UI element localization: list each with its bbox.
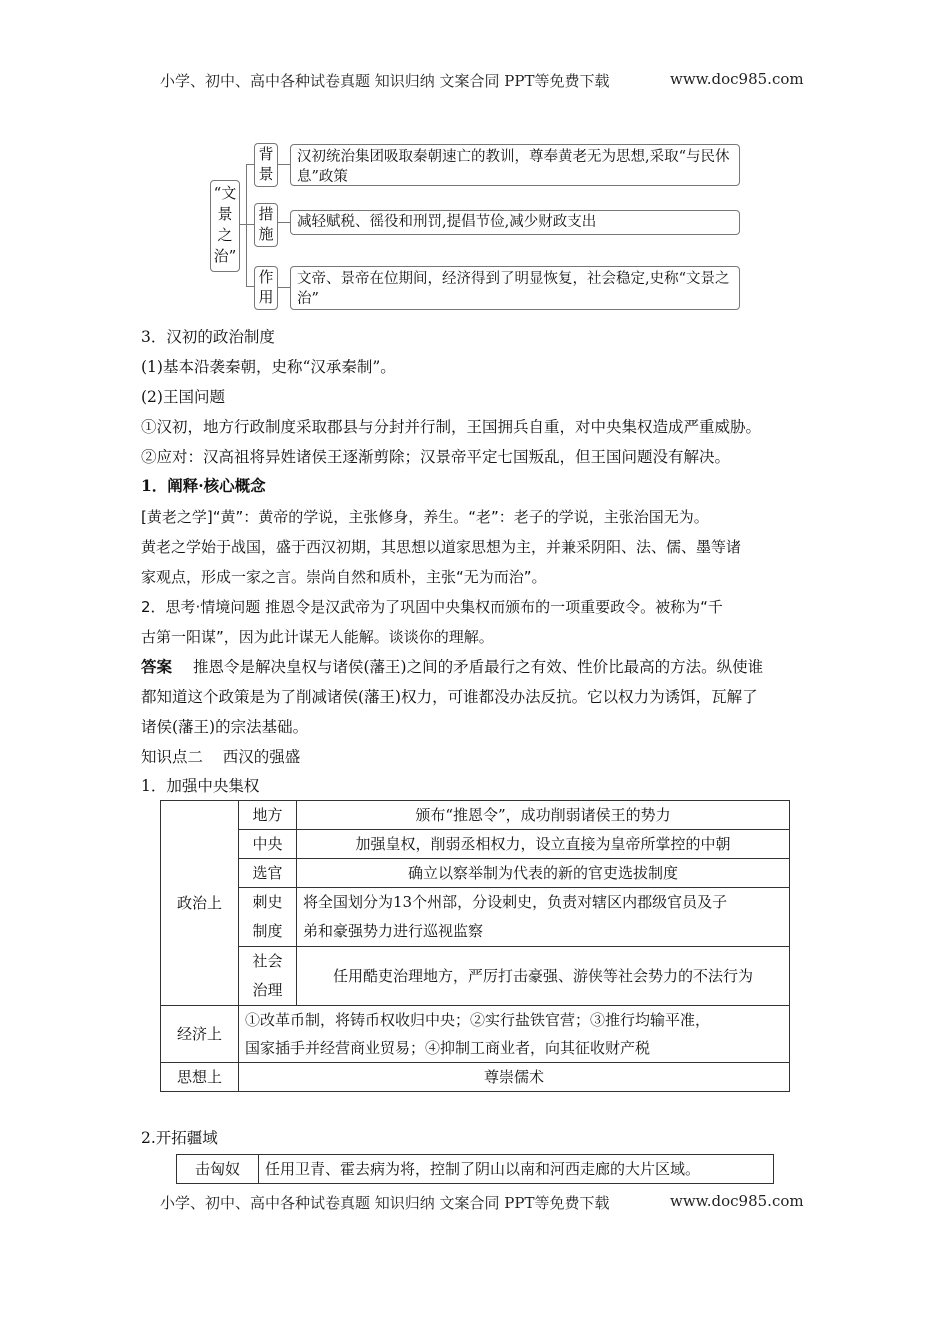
question-line-2: 古第一阳谋”，因为此计谋无人能解。谈谈你的理解。 <box>141 628 494 646</box>
connector <box>278 164 290 165</box>
label-char: 用 <box>258 288 274 306</box>
header-text: 小学、初中、高中各种试卷真题 知识归纳 文案合同 PPT等免费下载 <box>160 72 610 90</box>
answer-line-2: 都知道这个政策是为了削减诸侯(藩王)权力，可谁都没办法反抗。它以权力为诱饵，瓦解了 <box>141 688 758 706</box>
connector <box>246 164 254 165</box>
label-char: 措 <box>258 205 274 223</box>
branch-text-background: 汉初统治集团吸取秦朝速亡的教训，尊奉黄老无为思想,采取“与民休息”政策 <box>290 144 740 186</box>
diagram-root-box <box>210 180 240 272</box>
economy-line: 国家插手并经营商业贸易；④抑制工商业者，向其征收财产税 <box>245 1039 651 1057</box>
xiongnu-label: 击匈奴 <box>177 1155 259 1184</box>
question-line-1: 2．思考·情境问题 推恩令是汉武帝为了巩固中央集权而颁布的一项重要政令。被称为“千 <box>141 598 723 616</box>
table-row <box>161 1006 790 1063</box>
row-content-line: 将全国划分为13个州部，分设刺史，负责对辖区内郡级官员及子 <box>303 893 728 911</box>
concept-line-1: [黄老之学]“黄”：黄帝的学说，主张修身，养生。“老”：老子的学说，主张治国无为。 <box>141 508 709 526</box>
table-row <box>177 1155 774 1184</box>
answer-line-3: 诸侯(藩王)的宗法基础。 <box>141 718 309 736</box>
territory-table <box>176 1154 774 1184</box>
branch-label-effect <box>254 266 278 310</box>
label-char: 背 <box>258 145 274 163</box>
row-content: 任用酷吏治理地方，严厉打击豪强、游侠等社会势力的不法行为 <box>297 947 790 1006</box>
row-item: 地方 <box>239 801 297 830</box>
section-3-para-3: ①汉初，地方行政制度采取郡县与分封并行制，王国拥兵自重，对中央集权造成严重威胁。 <box>141 418 762 436</box>
centralization-table <box>160 800 790 1092</box>
connector <box>246 164 247 286</box>
connector <box>278 222 290 223</box>
footer-text: 小学、初中、高中各种试卷真题 知识归纳 文案合同 PPT等免费下载 <box>160 1194 610 1212</box>
politics-label: 政治上 <box>161 801 239 1006</box>
section-3-para-4: ②应对：汉高祖将异姓诸侯王逐渐剪除；汉景帝平定七国叛乱，但王国问题没有解决。 <box>141 448 731 466</box>
table-row <box>161 1063 790 1092</box>
table-row <box>161 859 790 888</box>
section-3-title: 3．汉初的政治制度 <box>141 328 275 346</box>
branch-label-background <box>254 143 278 187</box>
thought-label: 思想上 <box>161 1063 239 1092</box>
label-char: 施 <box>258 225 274 243</box>
root-char: 景 <box>217 205 233 223</box>
branch-text-measures: 减轻赋税、徭役和刑罚,提倡节俭,减少财政支出 <box>290 210 740 235</box>
answer-line-1: 推恩令是解决皇权与诸侯(藩王)之间的矛盾最行之有效、性价比最高的方法。纵使谁 <box>193 658 764 676</box>
footer-url[interactable]: www.doc985.com <box>670 1192 804 1210</box>
label-char: 作 <box>258 268 274 286</box>
row-content <box>297 888 790 947</box>
table-row <box>161 947 790 1006</box>
xiongnu-content: 任用卫青、霍去病为将，控制了阴山以南和河西走廊的大片区域。 <box>259 1155 774 1184</box>
row-item <box>239 947 297 1006</box>
row-content: 颁布“推恩令”，成功削弱诸侯王的势力 <box>297 801 790 830</box>
economy-line: ①改革币制，将铸币权收归中央；②实行盐铁官营；③推行均输平准， <box>245 1011 711 1029</box>
thought-content: 尊崇儒术 <box>239 1063 790 1092</box>
concept-line-3: 家观点，形成一家之言。崇尚自然和质朴，主张“无为而治”。 <box>141 568 547 586</box>
subsection-1-title: 1．加强中央集权 <box>141 777 260 795</box>
subsection-2-title: 2.开拓疆域 <box>141 1129 218 1147</box>
section-3-para-1: (1)基本沿袭秦朝，史称“汉承秦制”。 <box>141 358 396 376</box>
row-content-line: 弟和豪强势力进行巡视监察 <box>303 922 484 940</box>
row-content: 确立以察举制为代表的新的官吏选拔制度 <box>297 859 790 888</box>
knowledge-point-2-title: 知识点二 西汉的强盛 <box>141 748 301 766</box>
connector <box>246 224 254 225</box>
header-url[interactable]: www.doc985.com <box>670 70 804 88</box>
table-row <box>161 888 790 947</box>
row-content: 加强皇权，削弱丞相权力，设立直接为皇帝所掌控的中朝 <box>297 830 790 859</box>
row-item-line: 社会 <box>252 952 283 970</box>
economy-content <box>239 1006 790 1063</box>
economy-label: 经济上 <box>161 1006 239 1063</box>
concept-title: 1．阐释·核心概念 <box>141 476 266 495</box>
row-item <box>239 888 297 947</box>
root-char: “文 <box>213 184 237 202</box>
row-item-line: 刺史 <box>252 893 283 911</box>
root-char: 治” <box>213 247 237 265</box>
row-item-line: 制度 <box>252 922 283 940</box>
row-item-line: 治理 <box>252 981 283 999</box>
concept-line-2: 黄老之学始于战国，盛于西汉初期，其思想以道家思想为主，并兼采阴阳、法、儒、墨等诸 <box>141 538 742 556</box>
section-3-para-2: (2)王国问题 <box>141 388 225 406</box>
root-char: 之 <box>217 226 233 244</box>
table-row <box>161 801 790 830</box>
table-row <box>161 830 790 859</box>
connector <box>246 286 254 287</box>
label-char: 景 <box>258 165 274 183</box>
row-item: 选官 <box>239 859 297 888</box>
connector <box>278 287 290 288</box>
row-item: 中央 <box>239 830 297 859</box>
answer-label: 答案 <box>141 657 173 676</box>
branch-label-measures <box>254 203 278 247</box>
branch-text-effect: 文帝、景帝在位期间，经济得到了明显恢复，社会稳定,史称“文景之治” <box>290 266 740 310</box>
